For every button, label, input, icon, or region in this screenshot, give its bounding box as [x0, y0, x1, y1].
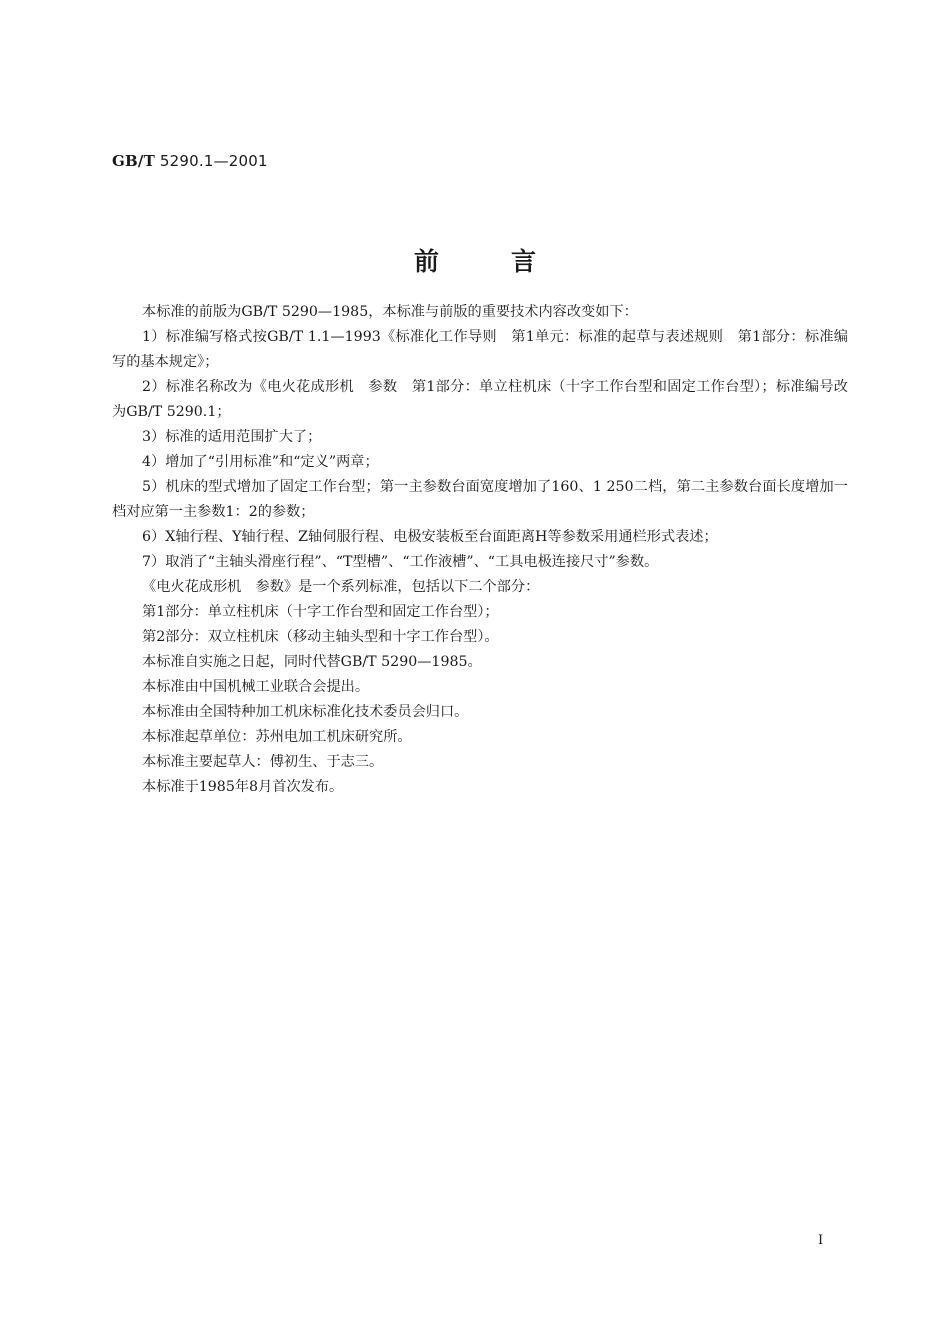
paragraph: 本标准于1985年8月首次发布。: [142, 779, 344, 795]
page-number: I: [818, 1233, 824, 1248]
paragraph: 1）标准编写格式按GB/T 1.1—1993《标准化工作导则 第1单元：标准的起草与表述规则 第1部分：标准编写的基本规定》；: [112, 329, 848, 370]
page-title: [0, 246, 950, 278]
title-char-1: 前: [413, 247, 439, 276]
paragraph: 2）标准名称改为《电火花成形机 参数 第1部分：单立柱机床（十字工作台型和固定工作台型）；标准编号改为GB/T 5290.1；: [112, 379, 848, 420]
paragraph: 4）增加了“引用标准”和“定义”两章；: [142, 454, 379, 470]
paragraph: 5）机床的型式增加了固定工作台型；第一主参数台面宽度增加了160、1 250二档，第二主参数台面长度增加一档对应第一主参数1：2的参数；: [112, 479, 848, 520]
paragraph: 第1部分：单立柱机床（十字工作台型和固定工作台型）；: [142, 604, 499, 620]
standard-code-prefix: GB/T: [112, 152, 155, 170]
paragraph: 本标准的前版为GB/T 5290—1985，本标准与前版的重要技术内容改变如下：: [142, 304, 638, 320]
paragraph: 本标准主要起草人：傅初生、于志三。: [142, 754, 384, 770]
paragraph: 6）X轴行程、Y轴行程、Z轴伺服行程、电极安装板至台面距离H等参数采用通栏形式表述；: [142, 529, 718, 545]
paragraph: 3）标准的适用范围扩大了；: [142, 429, 322, 445]
paragraph: 7）取消了“主轴头滑座行程”、“T型槽”、“工作液槽”、“工具电极连接尺寸”参数。: [142, 554, 659, 570]
paragraph: 本标准由全国特种加工机床标准化技术委员会归口。: [142, 704, 469, 720]
foreword-body: [112, 300, 848, 800]
standard-code-number: 5290.1—2001: [159, 152, 268, 170]
paragraph: 第2部分：双立柱机床（移动主轴头型和十字工作台型）。: [142, 629, 499, 645]
paragraph: 本标准由中国机械工业联合会提出。: [142, 679, 370, 695]
paragraph: 本标准起草单位：苏州电加工机床研究所。: [142, 729, 412, 745]
title-char-2: 言: [511, 247, 537, 276]
standard-code: [112, 151, 268, 171]
paragraph: 本标准自实施之日起，同时代替GB/T 5290—1985。: [142, 654, 482, 670]
paragraph: 《电火花成形机 参数》是一个系列标准，包括以下二个部分：: [142, 579, 540, 595]
